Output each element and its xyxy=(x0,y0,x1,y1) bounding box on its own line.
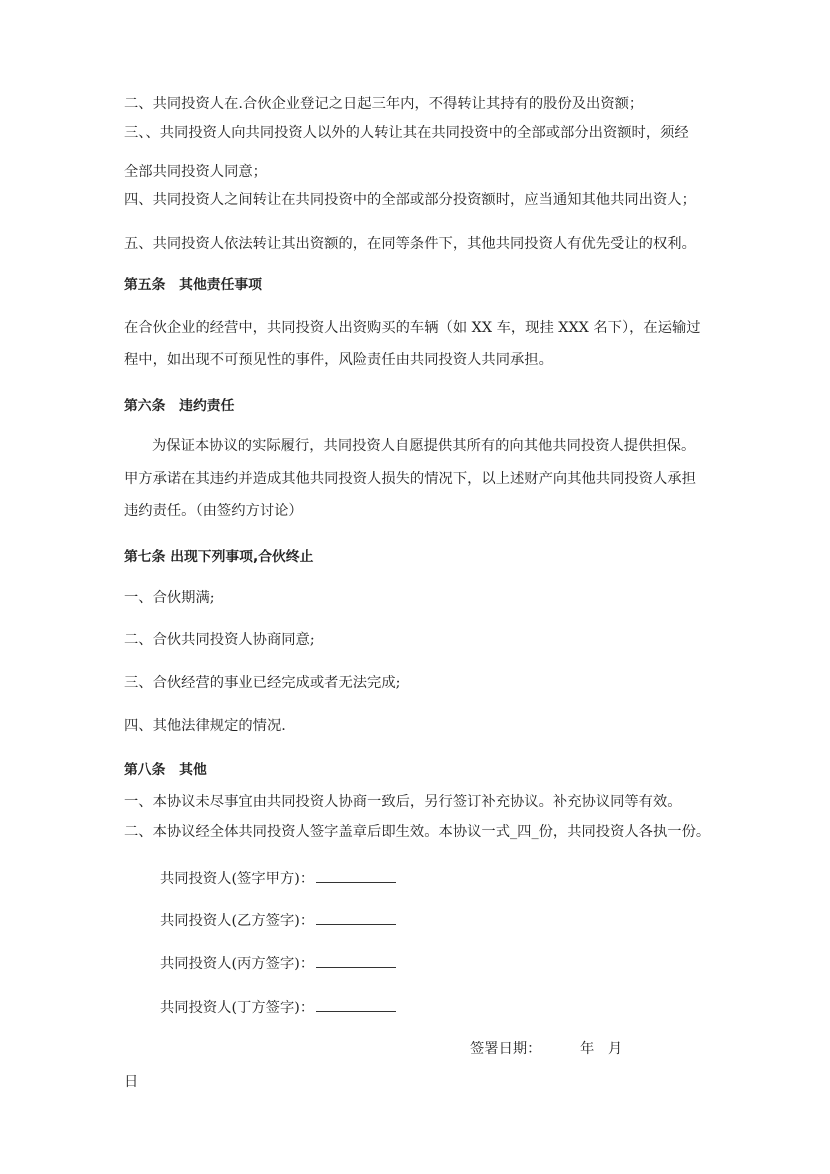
signature-label: 共同投资人(乙方签字)： xyxy=(160,913,315,929)
clause7-item: 四、其他法律规定的情况. xyxy=(124,718,286,734)
signature-blank[interactable] xyxy=(316,868,396,883)
clause5-heading: 第五条 其他责任事项 xyxy=(124,277,262,293)
signature-line-a xyxy=(160,868,396,889)
signature-label: 共同投资人(丁方签字)： xyxy=(160,1000,315,1016)
signature-blank[interactable] xyxy=(316,910,396,925)
clause7-item: 三、合伙经营的事业已经完成或者无法完成; xyxy=(124,675,401,691)
sign-date-month: 月 xyxy=(608,1041,623,1057)
clause6-line: 甲方承诺在其违约并造成其他共同投资人损失的情况下，以上述财产向其他共同投资人承担 xyxy=(124,471,696,487)
clause5-line: 在合伙企业的经营中，共同投资人出资购买的车辆（如 XX 车，现挂 XXX 名下），在运输过 xyxy=(124,320,701,336)
sign-date-day: 日 xyxy=(124,1074,139,1090)
clause4-item-4: 四、共同投资人之间转让在共同投资中的全部或部分投资额时，应当通知其他共同出资人； xyxy=(124,192,696,208)
signature-label: 共同投资人(丙方签字)： xyxy=(160,956,315,972)
clause8-item: 一、本协议未尽事宜由共同投资人协商一致后，另行签订补充协议。补充协议同等有效。 xyxy=(124,794,682,810)
signature-line-d xyxy=(160,997,396,1018)
clause8-heading: 第八条 其他 xyxy=(124,762,207,778)
clause5-line: 程中，如出现不可预见性的事件，风险责任由共同投资人共同承担。 xyxy=(124,352,553,368)
clause8-item: 二、本协议经全体共同投资人签字盖章后即生效。本协议一式_四_份，共同投资人各执一份。 xyxy=(124,824,711,840)
signature-blank[interactable] xyxy=(316,997,396,1012)
clause4-item-2: 二、共同投资人在.合伙企业登记之日起三年内，不得转让其持有的股份及出资额； xyxy=(124,96,644,112)
signature-label: 共同投资人(签字甲方)： xyxy=(160,871,315,887)
clause4-item-3: 三、、共同投资人向共同投资人以外的人转让其在共同投资中的全部或部分出资额时，须经 xyxy=(124,125,689,141)
signature-line-c xyxy=(160,953,396,974)
sign-date-label: 签署日期： xyxy=(470,1041,542,1057)
signature-line-b xyxy=(160,910,396,931)
clause4-item-5: 五、共同投资人依法转让其出资额的，在同等条件下，其他共同投资人有优先受让的权利。 xyxy=(124,236,696,252)
clause7-item: 二、合伙共同投资人协商同意; xyxy=(124,632,315,648)
clause6-line: 违约责任。（由签约方讨论） xyxy=(124,503,303,519)
clause6-line: 为保证本协议的实际履行，共同投资人自愿提供其所有的向其他共同投资人提供担保。 xyxy=(152,438,696,454)
signature-blank[interactable] xyxy=(316,953,396,968)
clause4-item-3-cont: 全部共同投资人同意； xyxy=(124,164,267,180)
clause6-heading: 第六条 违约责任 xyxy=(124,398,235,414)
clause7-item: 一、合伙期满; xyxy=(124,590,215,606)
sign-date-year: 年 xyxy=(580,1041,595,1057)
clause7-heading: 第七条 出现下列事项,合伙终止 xyxy=(124,549,314,565)
